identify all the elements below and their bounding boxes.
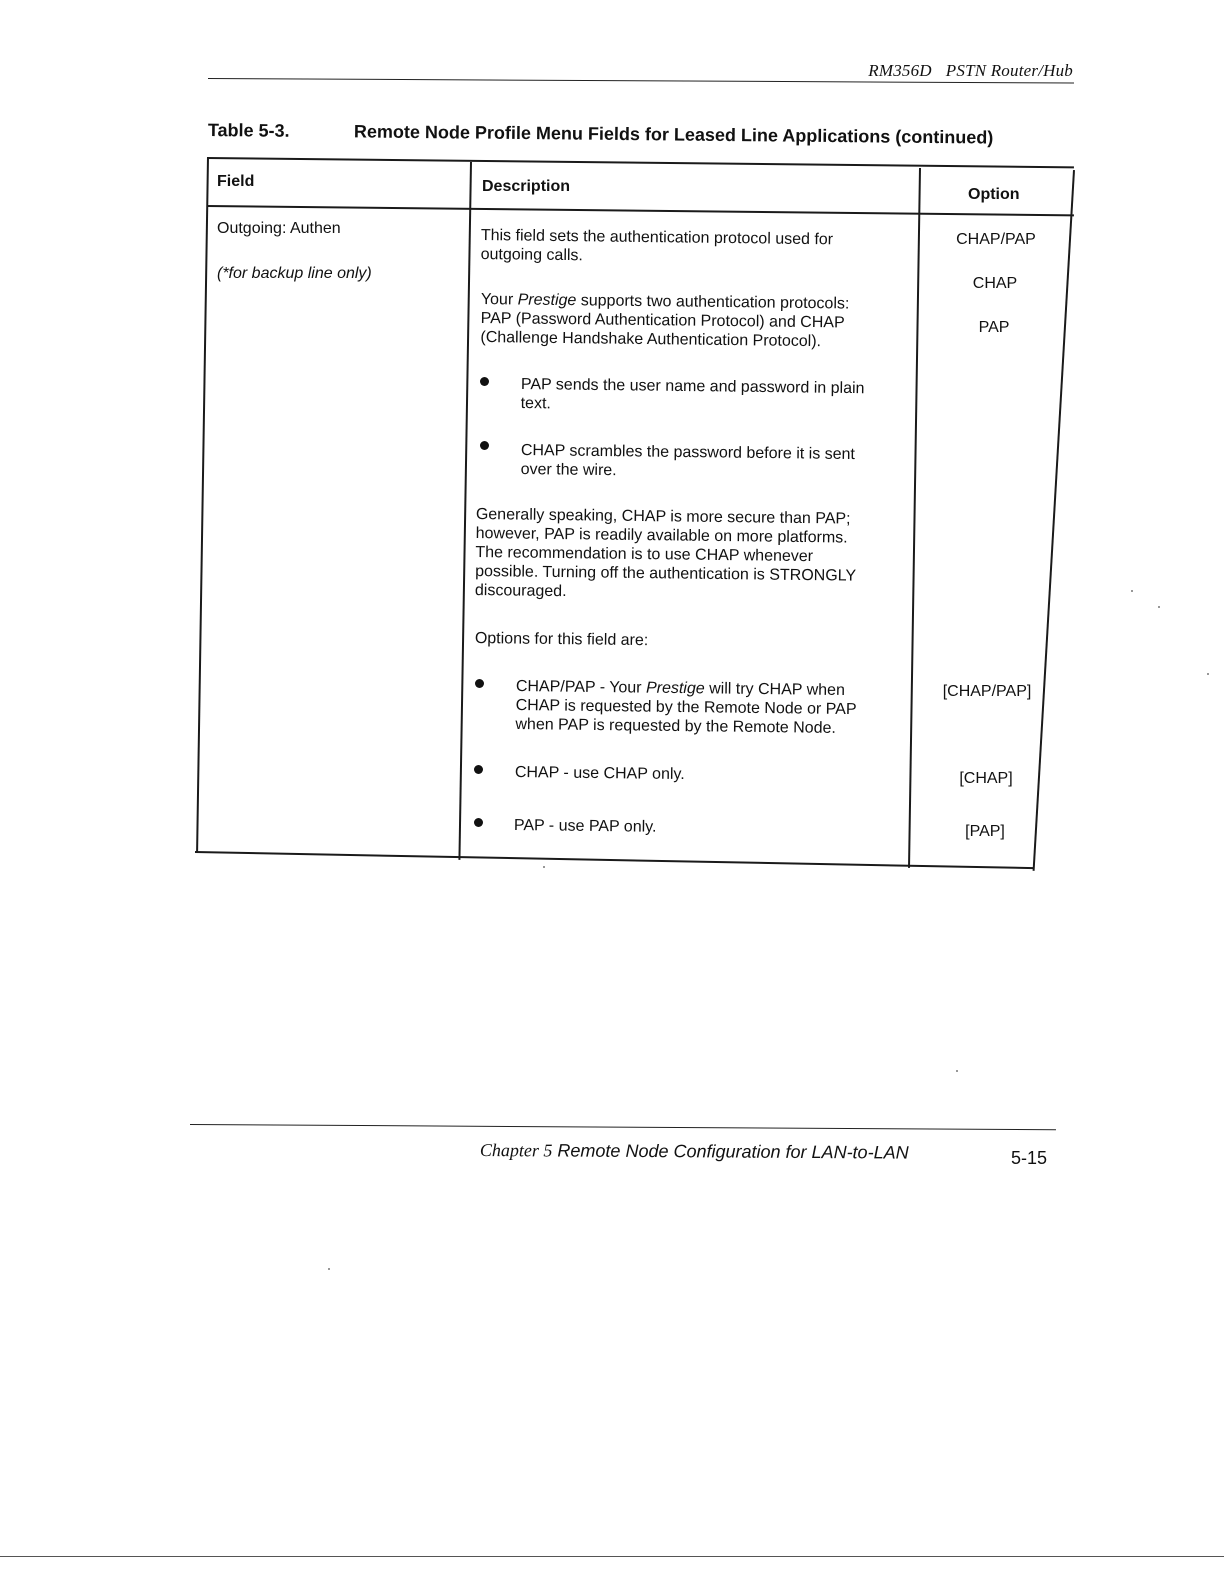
column-header-field: Field — [217, 173, 255, 190]
footer-title: Remote Node Configuration for LAN-to-LAN — [552, 1140, 909, 1163]
description-paragraph-3: Generally speaking, CHAP is more secure than PAP; however, PAP is readily available on more platforms. The recommendation is to use CHAP whenever possible. Turning off the authentication is STRONGLY discouraged. — [474, 505, 857, 601]
option-bullet-chap-pap: CHAP/PAP - Your Prestige will try CHAP when CHAP is requested by the Remote Node or PAP when PAP is requested by the Remote Node. — [515, 677, 857, 737]
description-bullet-chap: CHAP scrambles the password before it is sent over the wire. — [520, 441, 856, 480]
option-chap: CHAP — [972, 275, 1018, 292]
option-default-chap: [CHAP] — [959, 770, 1013, 787]
page-number: 5-15 — [1011, 1148, 1048, 1168]
table-title: Remote Node Profile Menu Fields for Leased Line Applications (continued) — [353, 121, 994, 148]
scan-speck — [543, 866, 545, 868]
description-paragraph-2: Your Prestige supports two authentication protocols: PAP (Password Authentication Protocol) and CHAP (Challenge Handshake Authentication Protocol). — [480, 290, 850, 351]
bullet-icon — [480, 377, 489, 386]
scan-speck — [1131, 590, 1133, 592]
scan-speck — [1207, 673, 1209, 675]
scan-edge-rule — [0, 1556, 1224, 1557]
option-chap-pap: CHAP/PAP — [956, 231, 1036, 248]
table-number: Table 5-3. — [207, 120, 290, 141]
description-paragraph-4: Options for this field are: — [474, 629, 649, 650]
bullet-icon — [474, 765, 483, 774]
description-bullet-pap: PAP sends the user name and password in plain text. — [520, 375, 865, 413]
field-note: (*for backup line only) — [217, 265, 372, 282]
scan-speck — [956, 1070, 958, 1072]
footer-rule — [190, 1124, 1056, 1130]
option-default-pap: [PAP] — [965, 823, 1005, 840]
option-bullet-chap: CHAP - use CHAP only. — [514, 763, 685, 784]
bullet-icon — [475, 679, 484, 688]
bullet-icon — [474, 818, 483, 827]
table-caption — [208, 120, 1078, 149]
description-paragraph-1: This field sets the authentication protocol used for outgoing calls. — [480, 226, 834, 265]
footer-chapter-title — [480, 1140, 909, 1164]
footer-chapter: Chapter 5 — [479, 1140, 553, 1161]
bullet-icon — [480, 441, 489, 450]
column-header-option: Option — [968, 186, 1020, 203]
option-bullet-pap: PAP - use PAP only. — [513, 816, 657, 836]
header-model: RM356D — [868, 61, 932, 80]
scan-speck — [1158, 606, 1160, 608]
column-header-description: Description — [482, 178, 571, 195]
scan-speck — [328, 1268, 330, 1270]
option-pap: PAP — [978, 319, 1010, 336]
running-header — [780, 61, 1073, 81]
header-product: PSTN Router/Hub — [945, 61, 1073, 80]
option-default-chap-pap: [CHAP/PAP] — [942, 683, 1032, 700]
field-name: Outgoing: Authen — [217, 220, 341, 237]
